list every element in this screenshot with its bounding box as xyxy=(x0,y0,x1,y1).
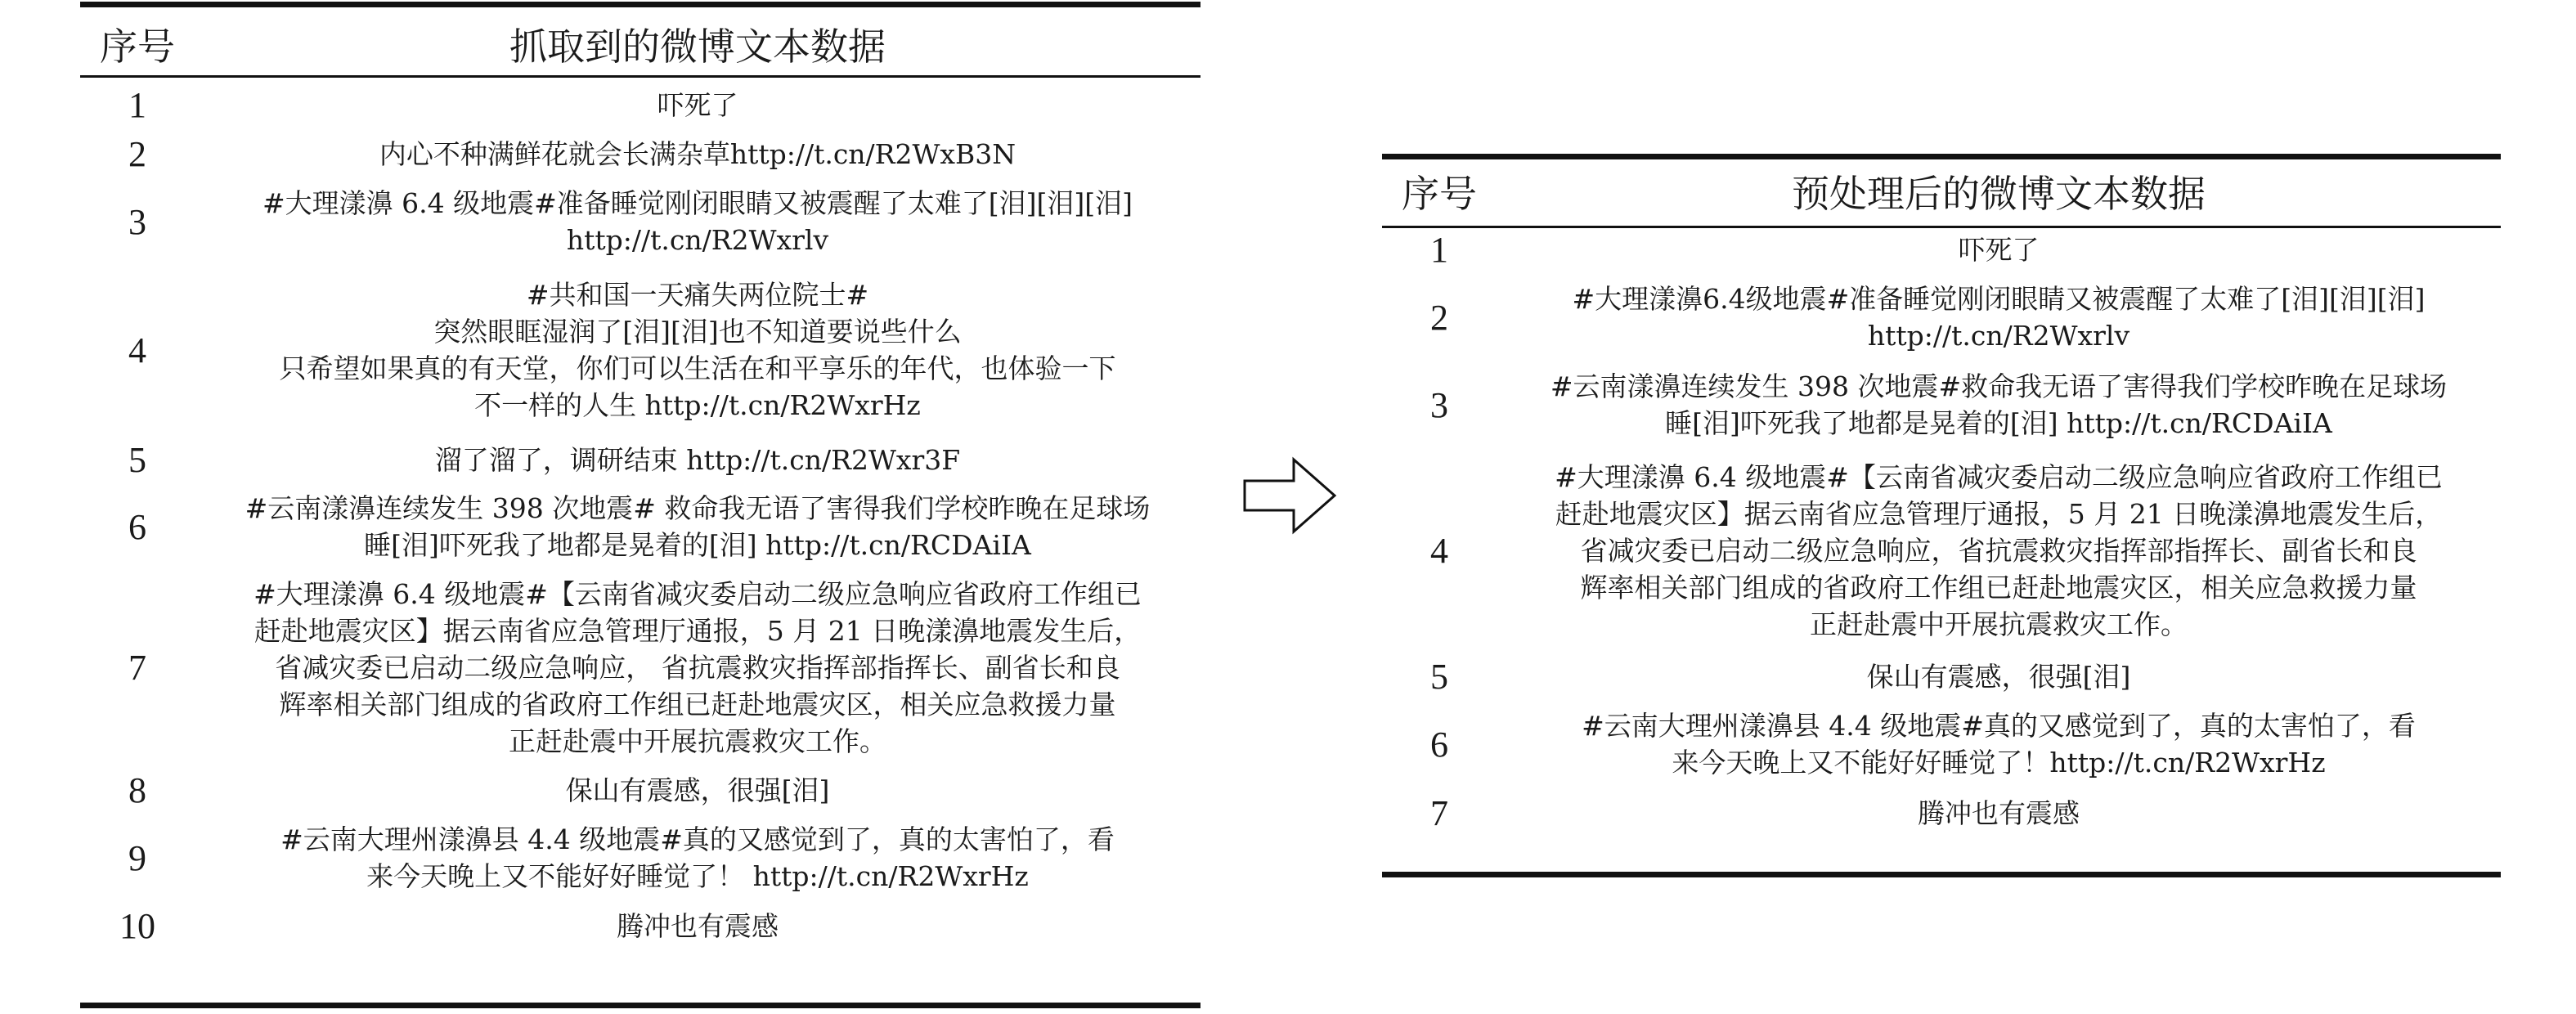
row-text-line: 睡[泪]吓死我了地都是晃着的[泪] http://t.cn/RCDAiIA xyxy=(364,529,1031,561)
header-index: 序号 xyxy=(100,25,175,69)
row-text xyxy=(195,129,1200,178)
table-row xyxy=(80,265,1200,435)
row-text xyxy=(195,435,1200,484)
row-text-line: 辉率相关部门组成的省政府工作组已赶赴地震灾区，相关应急救援力量 xyxy=(1580,571,2417,603)
table-row xyxy=(80,435,1200,484)
row-text-line: #大理漾濞 6.4 级地震#【云南省减灾委启动二级应急响应省政府工作组已 xyxy=(254,577,1142,610)
table-row xyxy=(80,484,1200,569)
row-text xyxy=(195,80,1200,129)
table-row xyxy=(80,901,1200,950)
row-text-line: 只希望如果真的有天堂，你们可以生活在和平享乐的年代，也体验一下 xyxy=(279,352,1116,384)
header-text: 预处理后的微博文本数据 xyxy=(1792,172,2206,216)
left-table-header-rule xyxy=(80,75,1200,78)
row-text-line: 来今天晚上又不能好好睡觉了！ http://t.cn/R2WxrHz xyxy=(366,860,1029,892)
row-text-line: 保山有震感，很强[泪] xyxy=(565,774,830,806)
row-text-line: #大理漾濞6.4级地震#准备睡觉刚闭眼睛又被震醒了太难了[泪][泪][泪] xyxy=(1572,283,2426,315)
row-index: 4 xyxy=(1430,530,1448,571)
row-text-line: 赶赴地震灾区】据云南省应急管理厅通报，5 月 21 日晚漾濞地震发生后， xyxy=(1555,497,2443,530)
row-text-line: 吓死了 xyxy=(1958,233,2040,266)
row-text xyxy=(1497,788,2501,837)
table-row xyxy=(80,569,1200,765)
row-text xyxy=(1497,448,2501,653)
row-index: 6 xyxy=(128,506,146,547)
row-text-line: 来今天晚上又不能好好睡觉了！http://t.cn/R2WxrHz xyxy=(1672,747,2326,778)
right-table-bottom-rule xyxy=(1382,872,2501,877)
table-row xyxy=(80,80,1200,129)
row-index: 2 xyxy=(128,133,146,174)
row-text-line: #云南漾濞连续发生 398 次地震#救命我无语了害得我们学校昨晚在足球场 xyxy=(1550,370,2448,402)
table-row xyxy=(1382,700,2501,788)
row-index: 5 xyxy=(1430,656,1448,697)
row-text-line: 省减灾委已启动二级应急响应， 省抗震救灾指挥部指挥长、副省长和良 xyxy=(275,651,1120,684)
table-row xyxy=(1382,273,2501,361)
row-index: 4 xyxy=(128,330,146,370)
header-text: 抓取到的微博文本数据 xyxy=(509,25,886,69)
row-text xyxy=(1497,273,2501,361)
row-text-line: #大理漾濞 6.4 级地震#准备睡觉刚闭眼睛又被震醒了太难了[泪][泪][泪] xyxy=(262,187,1133,219)
row-text-line: 赶赴地震灾区】据云南省应急管理厅通报，5 月 21 日晚漾濞地震发生后， xyxy=(254,614,1142,647)
row-text xyxy=(195,265,1200,435)
row-text-line: #大理漾濞 6.4 级地震#【云南省减灾委启动二级应急响应省政府工作组已 xyxy=(1555,460,2443,493)
row-text xyxy=(195,178,1200,265)
row-text xyxy=(195,901,1200,950)
left-table-top-rule xyxy=(80,2,1200,7)
right-table-header-rule xyxy=(1382,226,2501,228)
row-text-line: #共和国一天痛失两位院士# xyxy=(526,279,869,311)
table-row xyxy=(1382,788,2501,837)
right-arrow-icon xyxy=(1243,456,1338,535)
row-text-line: http://t.cn/R2Wxrlv xyxy=(1867,320,2130,352)
row-index: 7 xyxy=(1430,792,1448,833)
row-text xyxy=(195,765,1200,814)
table-row xyxy=(1382,653,2501,700)
preprocessed-weibo-table xyxy=(1382,157,2501,837)
row-text xyxy=(1497,361,2501,448)
table-header-row xyxy=(1382,157,2501,226)
row-index: 2 xyxy=(1430,297,1448,338)
row-text xyxy=(1497,700,2501,788)
table-row xyxy=(80,765,1200,814)
row-text-line: #云南大理州漾濞县 4.4 级地震#真的又感觉到了，真的太害怕了，看 xyxy=(280,823,1115,855)
table-row xyxy=(80,178,1200,265)
left-table-bottom-rule xyxy=(80,1003,1200,1008)
row-index: 3 xyxy=(128,201,146,242)
table-header-row xyxy=(80,8,1200,80)
row-text-line: 睡[泪]吓死我了地都是晃着的[泪] http://t.cn/RCDAiIA xyxy=(1665,407,2332,439)
row-text-line: #云南漾濞连续发生 398 次地震# 救命我无语了害得我们学校昨晚在足球场 xyxy=(245,492,1151,524)
row-text-line: 溜了溜了，调研结束 http://t.cn/R2Wxr3F xyxy=(434,443,961,476)
row-text xyxy=(1497,226,2501,273)
row-text-line: 正赶赴震中开展抗震救灾工作。 xyxy=(509,725,886,757)
row-text xyxy=(195,484,1200,569)
row-text-line: http://t.cn/R2Wxrlv xyxy=(566,224,829,256)
table-row xyxy=(80,129,1200,178)
row-index: 3 xyxy=(1430,384,1448,425)
table-row xyxy=(1382,226,2501,273)
row-index: 8 xyxy=(128,769,146,810)
row-text-line: 保山有震感，很强[泪] xyxy=(1866,660,2131,693)
row-index: 10 xyxy=(119,905,155,946)
row-text-line: #云南大理州漾濞县 4.4 级地震#真的又感觉到了，真的太害怕了，看 xyxy=(1582,710,2416,742)
row-text-line: 内心不种满鲜花就会长满杂草http://t.cn/R2WxB3N xyxy=(379,137,1016,170)
row-text xyxy=(195,569,1200,765)
row-text-line: 辉率相关部门组成的省政府工作组已赶赴地震灾区，相关应急救援力量 xyxy=(279,688,1116,720)
row-index: 7 xyxy=(128,647,146,688)
row-text xyxy=(195,814,1200,901)
row-index: 1 xyxy=(1430,229,1448,270)
row-index: 1 xyxy=(128,84,146,125)
row-text-line: 正赶赴震中开展抗震救灾工作。 xyxy=(1810,608,2188,640)
raw-weibo-table xyxy=(80,8,1200,950)
row-text-line: 省减灾委已启动二级应急响应，省抗震救灾指挥部指挥长、副省长和良 xyxy=(1580,534,2417,567)
table-row xyxy=(1382,448,2501,653)
row-text-line: 突然眼眶湿润了[泪][泪]也不知道要说些什么 xyxy=(433,316,962,348)
row-index: 6 xyxy=(1430,724,1448,765)
row-text-line: 腾冲也有震感 xyxy=(1918,796,2080,829)
row-index: 5 xyxy=(128,439,146,480)
row-text-line: 吓死了 xyxy=(657,88,738,121)
row-text xyxy=(1497,653,2501,700)
row-text-line: 腾冲也有震感 xyxy=(617,909,779,942)
table-row xyxy=(1382,361,2501,448)
row-index: 9 xyxy=(128,837,146,878)
header-index: 序号 xyxy=(1402,172,1477,216)
row-text-line: 不一样的人生 http://t.cn/R2WxrHz xyxy=(474,389,921,421)
table-row xyxy=(80,814,1200,901)
